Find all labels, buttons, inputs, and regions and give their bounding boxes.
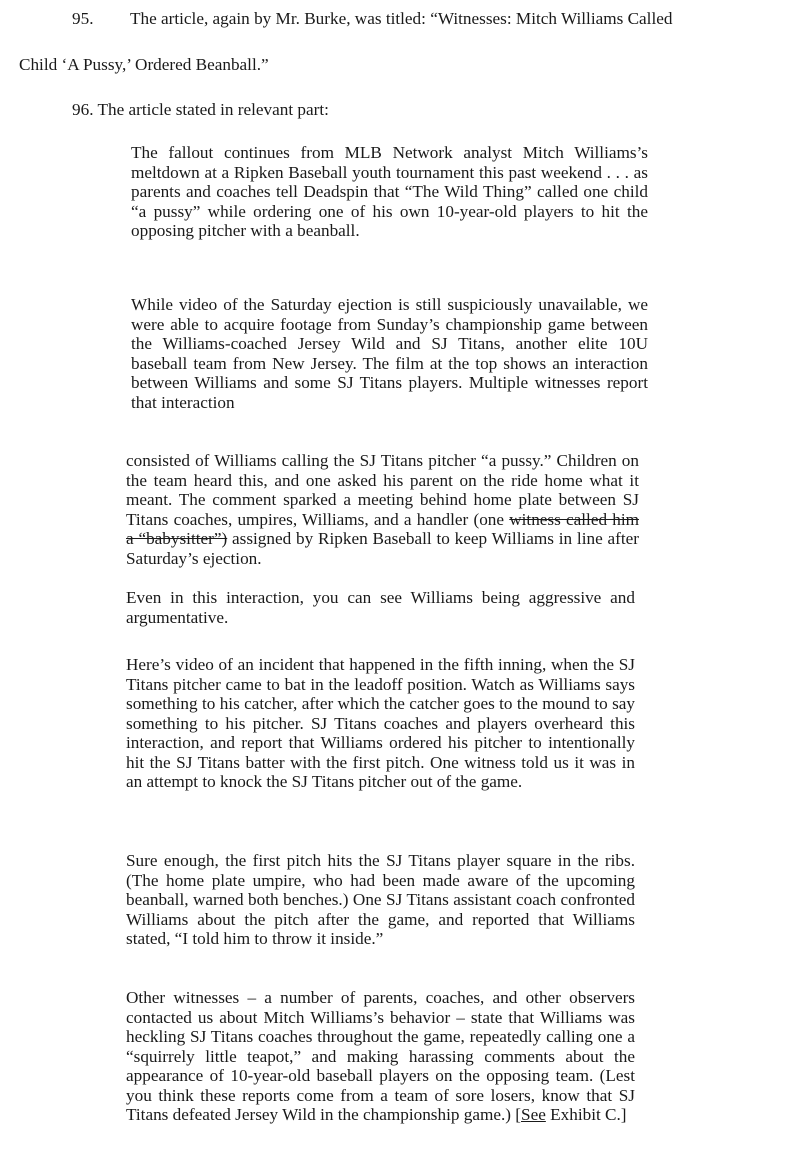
paragraph-95-line-1 <box>72 9 772 29</box>
quote-paragraph-5: Here’s video of an incident that happened in the fifth inning, when the SJ Titans pitcher came to bat in the leadoff position. Watch as Williams says something to his catcher, after which the catcher goes to the mound to say something to his pitcher. SJ Titans coaches and players overheard this interaction, and report that Williams ordered his pitcher to intentionally hit the SJ Titans batter with the first pitch. One witness told us it was in an attempt to knock the SJ Titans pitcher out of the game. <box>126 655 635 791</box>
quote-paragraph-3-start: consisted of Williams calling the SJ Titans pitcher “a pussy.” Children on the team heard this, and one asked his parent on the ride home what it meant. The comment sparked a meeting behind home plate between SJ Titans coaches, umpires, Williams, and a handler (one <box>126 451 639 529</box>
paragraph-96: 96. The article stated in relevant part: <box>72 100 329 119</box>
quote-paragraph-7 <box>126 988 635 1125</box>
quote-paragraph-1: The fallout continues from MLB Network analyst Mitch Williams’s meltdown at a Ripken Baseball youth tournament this past weekend . . . as parents and coaches tell Deadspin that “The Wild Thing” called one child “a pussy” while ordering one of his own 10-year-old players to hit the opposing pitcher with a beanball. <box>131 143 648 240</box>
paragraph-95-line-2: Child ‘A Pussy,’ Ordered Beanball.” <box>19 55 269 74</box>
exhibit-reference: Exhibit C.] <box>545 1105 627 1124</box>
struck-through-text: witness called him a “babysitter”) <box>126 509 639 548</box>
see-signal: See <box>521 1105 546 1124</box>
paragraph-95-text: The article, again by Mr. Burke, was titled: “Witnesses: Mitch Williams Called <box>130 9 673 28</box>
quote-paragraph-4: Even in this interaction, you can see Williams being aggressive and argumentative. <box>126 588 635 627</box>
quote-paragraph-3-end: assigned by Ripken Baseball to keep Williams in line after Saturday’s ejection. <box>126 529 639 568</box>
quote-paragraph-7-start: Other witnesses – a number of parents, coaches, and other observers contacted us about Mitch Williams’s behavior – state that Williams was heckling SJ Titans coaches throughout the game, repeatedly calling one a “squirrely little teapot,” and making harassing comments about the appearance of 10-year-old baseball players on the opposing team. (Lest you think these reports come from a team of sore losers, know that SJ Titans defeated Jersey Wild in the championship game.) [ <box>126 988 635 1124</box>
quote-paragraph-2: While video of the Saturday ejection is still suspiciously unavailable, we were able to acquire footage from Sunday’s championship game between the Williams-coached Jersey Wild and SJ Titans, another elite 10U baseball team from New Jersey. The film at the top shows an interaction between Williams and some SJ Titans players. Multiple witnesses report that interaction <box>131 295 648 412</box>
quote-paragraph-3 <box>126 451 639 568</box>
quote-paragraph-6: Sure enough, the first pitch hits the SJ Titans player square in the ribs. (The home plate umpire, who had been made aware of the upcoming beanball, warned both benches.) One SJ Titans assistant coach confronted Williams about the pitch after the game, and reported that Williams stated, “I told him to throw it inside.” <box>126 851 635 948</box>
paragraph-number-95: 95. <box>72 9 94 28</box>
